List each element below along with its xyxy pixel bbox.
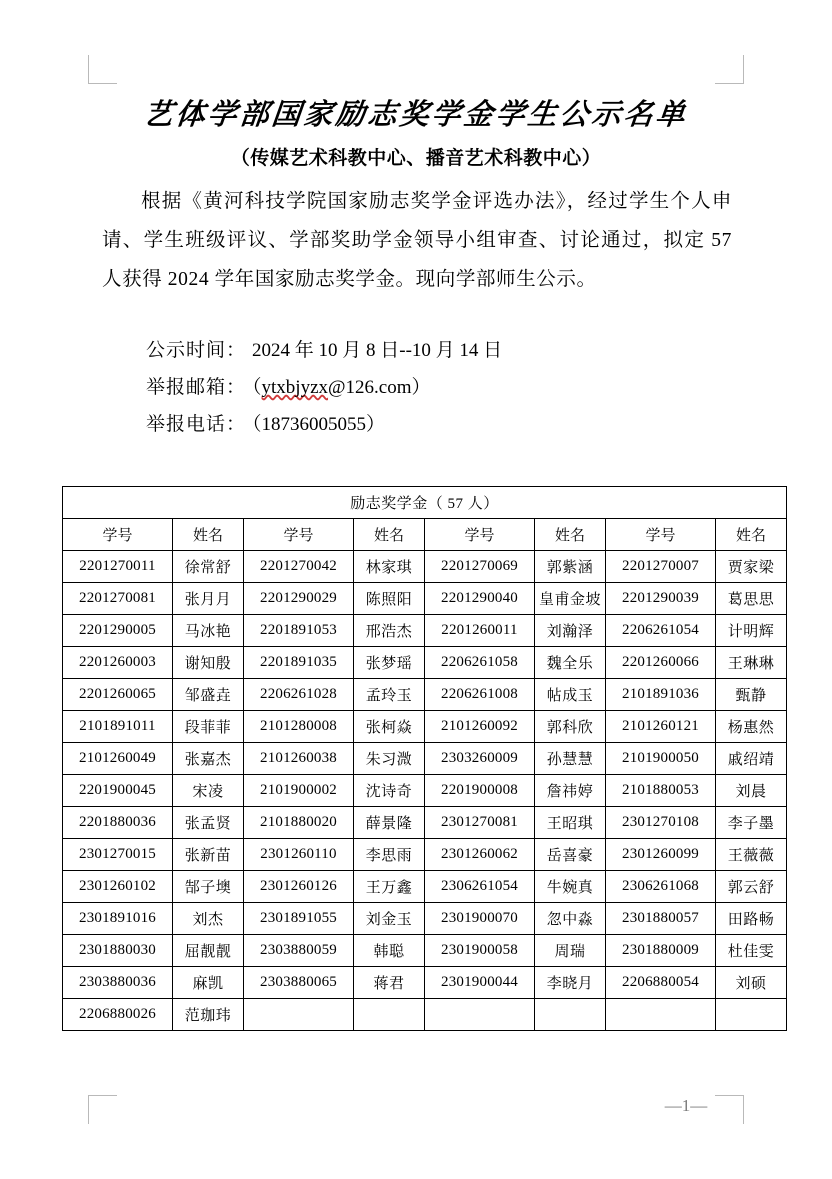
table-header-row	[63, 519, 787, 551]
student-name-cell: 刘瀚泽	[535, 615, 606, 647]
student-id-cell: 2101280008	[244, 711, 354, 743]
student-name-cell: 范珈玮	[173, 999, 244, 1031]
table-row	[63, 583, 787, 615]
student-name-cell: 邢浩杰	[354, 615, 425, 647]
student-name-cell: 王万鑫	[354, 871, 425, 903]
student-id-cell: 2303260009	[425, 743, 535, 775]
student-name-cell: 段菲菲	[173, 711, 244, 743]
student-id-cell: 2206261028	[244, 679, 354, 711]
student-name-cell: 皇甫金坡	[535, 583, 606, 615]
table-column-header: 学号	[606, 519, 716, 551]
student-name-cell: 马冰艳	[173, 615, 244, 647]
student-name-cell: 戚绍靖	[716, 743, 787, 775]
notice-row-phone	[146, 406, 502, 443]
body-paragraph: 根据《黄河科技学院国家励志奖学金评选办法》，经过学生个人申请、学生班级评议、学部奖助学金领导小组审查、讨论通过，拟定 57 人获得 2024 学年国家励志奖学金。现向学部师生公示。	[102, 191, 732, 290]
email-paren-close: ）	[411, 377, 431, 398]
student-name-cell: 屈靓靓	[173, 935, 244, 967]
page-title: 艺体学部国家励志奖学金学生公示名单	[142, 99, 690, 131]
table-caption-row	[63, 487, 787, 519]
table-row	[63, 839, 787, 871]
student-name-cell: 沈诗奇	[354, 775, 425, 807]
student-name-cell: 杨惠然	[716, 711, 787, 743]
table-column-header: 姓名	[535, 519, 606, 551]
student-name-cell: 魏全乐	[535, 647, 606, 679]
student-id-cell: 2201290039	[606, 583, 716, 615]
table-column-header: 学号	[63, 519, 173, 551]
student-name-cell: 刘硕	[716, 967, 787, 999]
table-row	[63, 935, 787, 967]
page-number: —1—	[664, 1096, 708, 1115]
student-id-cell: 2301900070	[425, 903, 535, 935]
student-name-cell: 张梦瑶	[354, 647, 425, 679]
student-id-cell: 2201880036	[63, 807, 173, 839]
student-id-cell: 2301260099	[606, 839, 716, 871]
student-name-cell: 张新苗	[173, 839, 244, 871]
student-name-cell: 郭紫涵	[535, 551, 606, 583]
student-id-cell: 2301270081	[425, 807, 535, 839]
student-id-cell: 2301880057	[606, 903, 716, 935]
student-name-cell: 帖成玉	[535, 679, 606, 711]
student-name-cell	[354, 999, 425, 1031]
student-name-cell: 徐常舒	[173, 551, 244, 583]
student-id-cell: 2101900050	[606, 743, 716, 775]
student-name-cell: 刘晨	[716, 775, 787, 807]
student-id-cell: 2201290040	[425, 583, 535, 615]
student-id-cell: 2101891011	[63, 711, 173, 743]
student-name-cell: 杜佳雯	[716, 935, 787, 967]
student-id-cell: 2303880059	[244, 935, 354, 967]
student-name-cell: 张孟贤	[173, 807, 244, 839]
student-name-cell: 贾家梁	[716, 551, 787, 583]
table-row	[63, 551, 787, 583]
student-name-cell: 詹祎婷	[535, 775, 606, 807]
student-name-cell	[716, 999, 787, 1031]
table-row	[63, 679, 787, 711]
student-name-cell: 刘金玉	[354, 903, 425, 935]
student-id-cell: 2306261068	[606, 871, 716, 903]
student-id-cell: 2206261008	[425, 679, 535, 711]
scholarship-roster-table	[62, 486, 787, 1031]
student-name-cell: 麻凯	[173, 967, 244, 999]
student-name-cell: 孟玲玉	[354, 679, 425, 711]
student-id-cell: 2201891035	[244, 647, 354, 679]
table-row	[63, 807, 787, 839]
student-id-cell: 2101880053	[606, 775, 716, 807]
student-id-cell: 2303880036	[63, 967, 173, 999]
student-id-cell	[244, 999, 354, 1031]
notice-row-time	[146, 332, 502, 369]
student-name-cell: 岳喜豪	[535, 839, 606, 871]
table-row	[63, 903, 787, 935]
student-id-cell: 2101260121	[606, 711, 716, 743]
report-email-value: ytxbjyzx	[261, 377, 329, 398]
notice-block	[146, 332, 502, 443]
table-row	[63, 711, 787, 743]
table-row	[63, 775, 787, 807]
student-name-cell: 李子墨	[716, 807, 787, 839]
student-id-cell: 2206261058	[425, 647, 535, 679]
student-id-cell: 2306261054	[425, 871, 535, 903]
student-name-cell: 邹盛垚	[173, 679, 244, 711]
student-id-cell: 2201900008	[425, 775, 535, 807]
student-name-cell: 宋凌	[173, 775, 244, 807]
student-id-cell: 2101260092	[425, 711, 535, 743]
student-id-cell: 2201891053	[244, 615, 354, 647]
student-id-cell: 2201270007	[606, 551, 716, 583]
student-id-cell: 2301900058	[425, 935, 535, 967]
student-name-cell: 郭科欣	[535, 711, 606, 743]
student-id-cell: 2201270011	[63, 551, 173, 583]
student-name-cell: 李思雨	[354, 839, 425, 871]
student-id-cell: 2301891016	[63, 903, 173, 935]
student-id-cell: 2301880009	[606, 935, 716, 967]
student-id-cell: 2301260110	[244, 839, 354, 871]
email-paren-open: （	[252, 377, 262, 398]
roster-table-container	[62, 486, 775, 1031]
student-id-cell: 2301270108	[606, 807, 716, 839]
table-row	[63, 967, 787, 999]
table-row	[63, 615, 787, 647]
student-name-cell: 刘杰	[173, 903, 244, 935]
report-phone-value: （18736005055）	[252, 414, 386, 435]
student-id-cell: 2201260065	[63, 679, 173, 711]
student-id-cell: 2101900002	[244, 775, 354, 807]
report-phone-label: 举报电话：	[146, 414, 247, 435]
student-id-cell: 2206261054	[606, 615, 716, 647]
student-id-cell	[606, 999, 716, 1031]
student-name-cell: 张柯焱	[354, 711, 425, 743]
student-name-cell: 林家琪	[354, 551, 425, 583]
table-column-header: 姓名	[354, 519, 425, 551]
student-id-cell: 2201260003	[63, 647, 173, 679]
student-name-cell: 王昭琪	[535, 807, 606, 839]
student-id-cell: 2301900044	[425, 967, 535, 999]
publicity-time-label: 公示时间：	[146, 340, 247, 361]
student-name-cell: 计明辉	[716, 615, 787, 647]
student-id-cell: 2201270069	[425, 551, 535, 583]
student-id-cell: 2201260066	[606, 647, 716, 679]
student-name-cell: 郭云舒	[716, 871, 787, 903]
table-column-header: 姓名	[716, 519, 787, 551]
table-column-header: 姓名	[173, 519, 244, 551]
table-row	[63, 999, 787, 1031]
table-caption: 励志奖学金（ 57 人）	[63, 487, 787, 519]
student-id-cell: 2301260126	[244, 871, 354, 903]
crop-mark-top-right	[715, 55, 744, 84]
student-name-cell: 甄静	[716, 679, 787, 711]
student-id-cell: 2201900045	[63, 775, 173, 807]
student-id-cell: 2206880026	[63, 999, 173, 1031]
report-email-domain: @126.com	[328, 377, 412, 398]
student-id-cell: 2303880065	[244, 967, 354, 999]
student-id-cell: 2201290005	[63, 615, 173, 647]
student-name-cell: 王薇薇	[716, 839, 787, 871]
table-column-header: 学号	[244, 519, 354, 551]
student-name-cell: 朱习溦	[354, 743, 425, 775]
student-id-cell: 2206880054	[606, 967, 716, 999]
page-footer	[0, 1096, 832, 1116]
student-id-cell	[425, 999, 535, 1031]
student-name-cell: 田路畅	[716, 903, 787, 935]
student-name-cell: 王琳琳	[716, 647, 787, 679]
student-id-cell: 2301260102	[63, 871, 173, 903]
student-name-cell: 李晓月	[535, 967, 606, 999]
student-id-cell: 2301891055	[244, 903, 354, 935]
student-id-cell: 2201260011	[425, 615, 535, 647]
crop-mark-top-left	[88, 55, 117, 84]
notice-row-email	[146, 369, 502, 406]
student-id-cell: 2101260038	[244, 743, 354, 775]
student-name-cell: 葛思思	[716, 583, 787, 615]
report-email-label: 举报邮箱：	[146, 377, 247, 398]
student-name-cell: 牛婉真	[535, 871, 606, 903]
student-name-cell: 忽中淼	[535, 903, 606, 935]
table-column-header: 学号	[425, 519, 535, 551]
student-name-cell: 郜子墺	[173, 871, 244, 903]
student-name-cell: 薛景隆	[354, 807, 425, 839]
student-id-cell: 2301880030	[63, 935, 173, 967]
student-id-cell: 2201270081	[63, 583, 173, 615]
student-name-cell: 蒋君	[354, 967, 425, 999]
table-row	[63, 743, 787, 775]
roster-table-body	[63, 487, 787, 1031]
student-id-cell: 2101260049	[63, 743, 173, 775]
table-row	[63, 647, 787, 679]
student-id-cell: 2301260062	[425, 839, 535, 871]
table-row	[63, 871, 787, 903]
student-id-cell: 2101891036	[606, 679, 716, 711]
student-id-cell: 2101880020	[244, 807, 354, 839]
page-subtitle: （传媒艺术科教中心、播音艺术科教中心）	[230, 148, 602, 169]
student-id-cell: 2301270015	[63, 839, 173, 871]
student-name-cell: 周瑞	[535, 935, 606, 967]
student-name-cell: 韩聪	[354, 935, 425, 967]
student-id-cell: 2201270042	[244, 551, 354, 583]
student-name-cell: 张嘉杰	[173, 743, 244, 775]
publicity-time-value: 2024 年 10 月 8 日--10 月 14 日	[252, 340, 503, 361]
student-name-cell: 陈照阳	[354, 583, 425, 615]
student-name-cell: 孙慧慧	[535, 743, 606, 775]
student-name-cell	[535, 999, 606, 1031]
student-id-cell: 2201290029	[244, 583, 354, 615]
student-name-cell: 谢知殷	[173, 647, 244, 679]
student-name-cell: 张月月	[173, 583, 244, 615]
